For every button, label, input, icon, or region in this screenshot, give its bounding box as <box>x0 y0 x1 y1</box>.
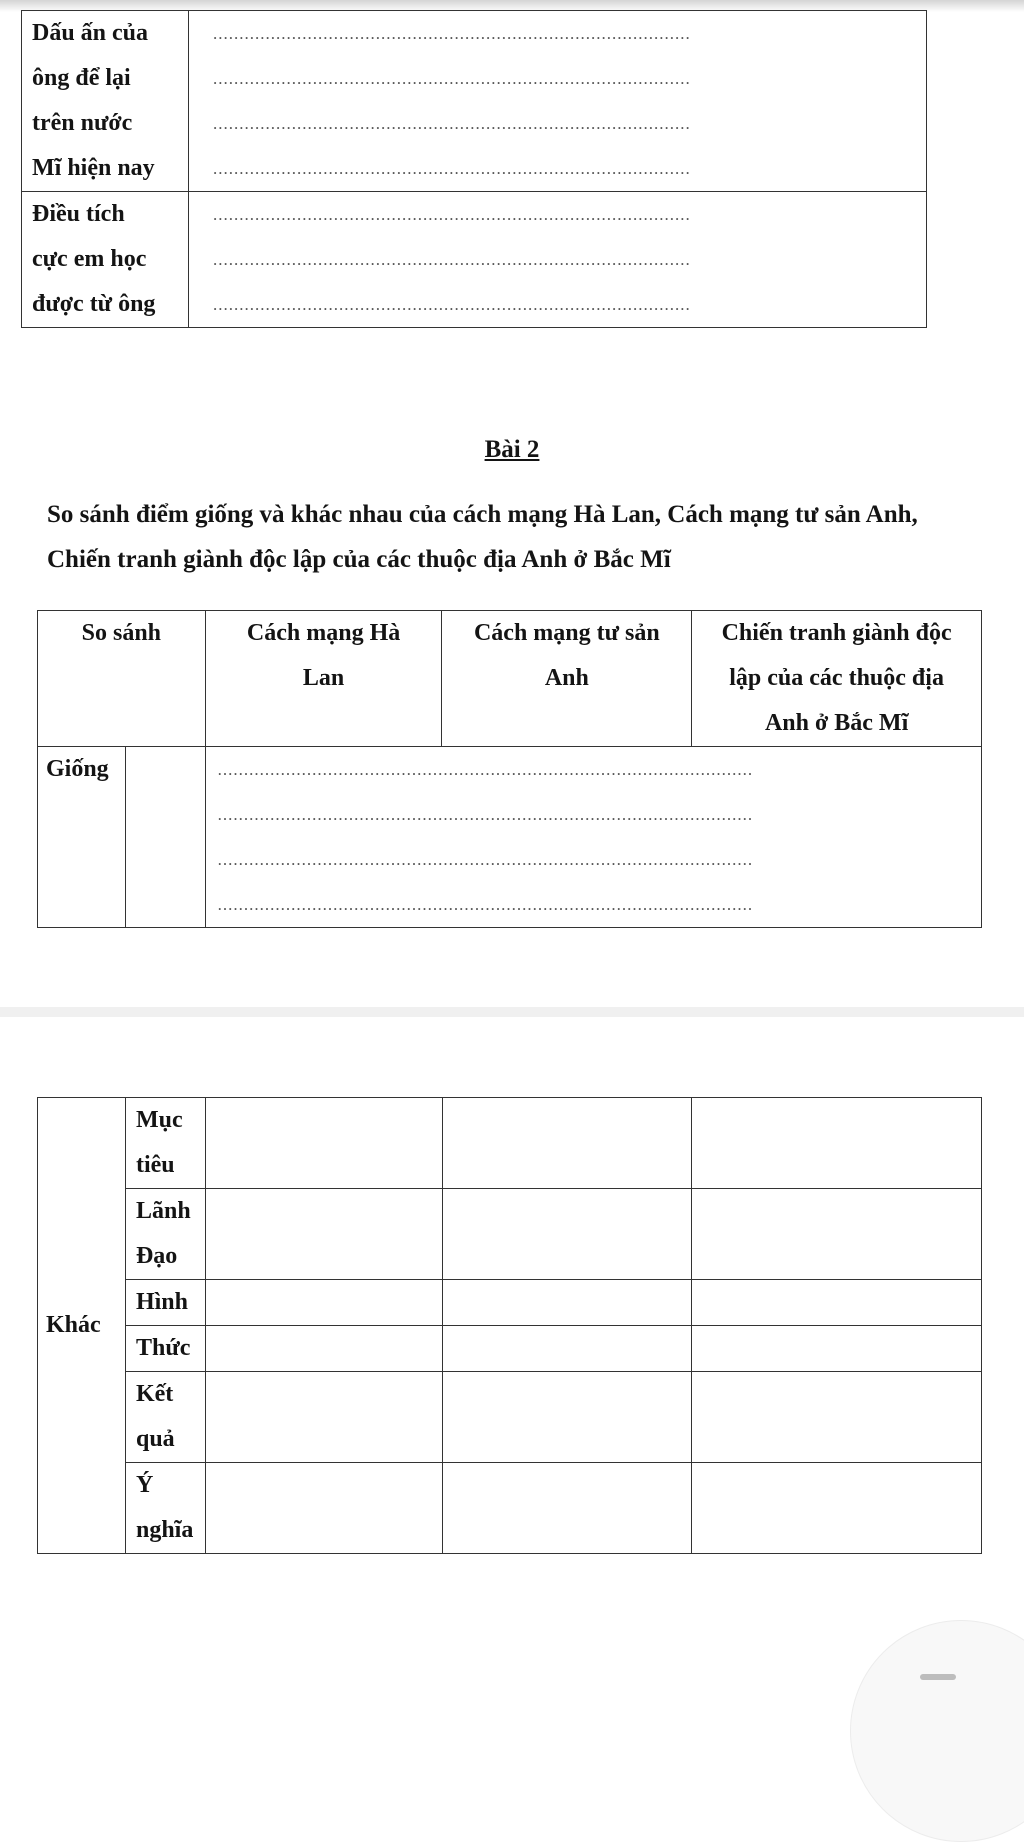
page-divider <box>0 1007 1024 1017</box>
answer-cell[interactable] <box>205 1189 442 1280</box>
criteria-text: Thức <box>135 1335 191 1361</box>
header-cell <box>692 611 982 747</box>
dotted-line: ........................................................................................... <box>213 69 691 88</box>
dotted-line: ...................................................................................................... <box>217 805 754 824</box>
header-cell <box>38 611 206 747</box>
header-text: Anh <box>544 665 589 691</box>
answer-cell[interactable] <box>205 1280 442 1326</box>
legacy-table <box>21 10 927 328</box>
table-row <box>38 1372 982 1463</box>
table-row <box>38 747 982 928</box>
corner-decoration <box>850 1620 1024 1842</box>
header-text: Anh ở Bắc Mĩ <box>764 710 909 736</box>
khac-label-cell <box>38 1098 126 1554</box>
answer-cell[interactable] <box>692 1189 982 1280</box>
answer-cell[interactable] <box>692 1280 982 1326</box>
criteria-cell <box>125 1098 205 1189</box>
differences-table <box>37 1097 982 1554</box>
answer-cell[interactable] <box>442 1098 692 1189</box>
dotted-line: ........................................................................................... <box>213 250 691 269</box>
dotted-line: ........................................................................................... <box>213 295 691 314</box>
empty-cell <box>125 747 205 928</box>
header-text: Cách mạng tư sản <box>473 620 660 646</box>
dotted-line: ........................................................................................... <box>213 114 691 133</box>
answer-cell[interactable] <box>205 1098 442 1189</box>
criteria-text: quả <box>135 1426 175 1452</box>
criteria-text: Ý <box>135 1472 154 1498</box>
answer-cell[interactable] <box>692 1463 982 1554</box>
label-line: Điều tích <box>32 201 125 227</box>
header-text: Lan <box>302 665 345 691</box>
answer-cell[interactable] <box>205 1326 442 1372</box>
section-heading: Bài 2 <box>484 436 540 463</box>
dotted-line: ........................................................................................... <box>213 159 691 178</box>
header-text: lập của các thuộc địa <box>729 665 944 691</box>
table-row <box>38 1189 982 1280</box>
answer-cell[interactable] <box>692 1326 982 1372</box>
label-line: ông để lại <box>32 65 131 91</box>
question-text-line: So sánh điểm giống và khác nhau của cách mạng Hà Lan, Cách mạng tư sản Anh, <box>47 501 918 528</box>
answer-cell[interactable] <box>442 1280 692 1326</box>
dotted-line: ...................................................................................................... <box>217 895 754 914</box>
table-row <box>22 11 927 192</box>
answer-cell[interactable] <box>692 1372 982 1463</box>
label-line: cực em học <box>32 246 147 272</box>
label-line: được từ ông <box>32 291 156 317</box>
table-row <box>22 192 927 328</box>
giong-label: Giống <box>46 756 109 782</box>
dotted-line: ...................................................................................................... <box>217 760 754 779</box>
label-line: Mĩ hiện nay <box>32 155 155 181</box>
criteria-text: tiêu <box>135 1152 175 1178</box>
comparison-table <box>37 610 982 928</box>
answer-cell[interactable] <box>442 1189 692 1280</box>
answer-cell[interactable] <box>205 1463 442 1554</box>
table-row <box>38 1098 982 1189</box>
dotted-line: ........................................................................................... <box>213 24 691 43</box>
answer-cell[interactable] <box>442 1372 692 1463</box>
label-line: trên nước <box>32 110 133 136</box>
criteria-cell <box>125 1372 205 1463</box>
dotted-line: ........................................................................................... <box>213 205 691 224</box>
criteria-text: Lãnh <box>135 1198 191 1224</box>
criteria-text: Hình <box>135 1289 188 1315</box>
answer-cell[interactable] <box>442 1326 692 1372</box>
criteria-text: Kết <box>135 1381 174 1407</box>
dotted-line: ...................................................................................................... <box>217 850 754 869</box>
criteria-cell <box>125 1189 205 1280</box>
header-text: So sánh <box>81 620 162 646</box>
header-text: Cách mạng Hà <box>246 620 401 646</box>
criteria-cell <box>125 1463 205 1554</box>
table-row <box>38 1463 982 1554</box>
question-text-line: Chiến tranh giành độc lập của các thuộc địa Anh ở Bắc Mĩ <box>47 546 671 573</box>
header-cell <box>205 611 442 747</box>
criteria-cell <box>125 1326 205 1372</box>
criteria-text: Mục <box>135 1107 183 1133</box>
answer-cell[interactable] <box>692 1098 982 1189</box>
answer-cell[interactable] <box>205 1372 442 1463</box>
label-line: Dấu ấn của <box>32 20 149 46</box>
header-text: Chiến tranh giành độc <box>721 620 952 646</box>
answer-cell[interactable] <box>442 1463 692 1554</box>
header-cell <box>442 611 692 747</box>
drag-handle-icon[interactable] <box>920 1674 956 1680</box>
table-header-row <box>38 611 982 747</box>
criteria-cell <box>125 1280 205 1326</box>
khac-label: Khác <box>46 1312 101 1338</box>
answer-cell[interactable] <box>189 192 927 328</box>
criteria-text: Đạo <box>135 1243 178 1269</box>
table-row <box>38 1280 982 1326</box>
table-row <box>38 1326 982 1372</box>
row-label-cell <box>22 192 189 328</box>
criteria-text: nghĩa <box>135 1517 194 1543</box>
giong-label-cell <box>38 747 126 928</box>
row-label-cell <box>22 11 189 192</box>
answer-cell[interactable] <box>189 11 927 192</box>
giong-answer-cell[interactable] <box>205 747 981 928</box>
